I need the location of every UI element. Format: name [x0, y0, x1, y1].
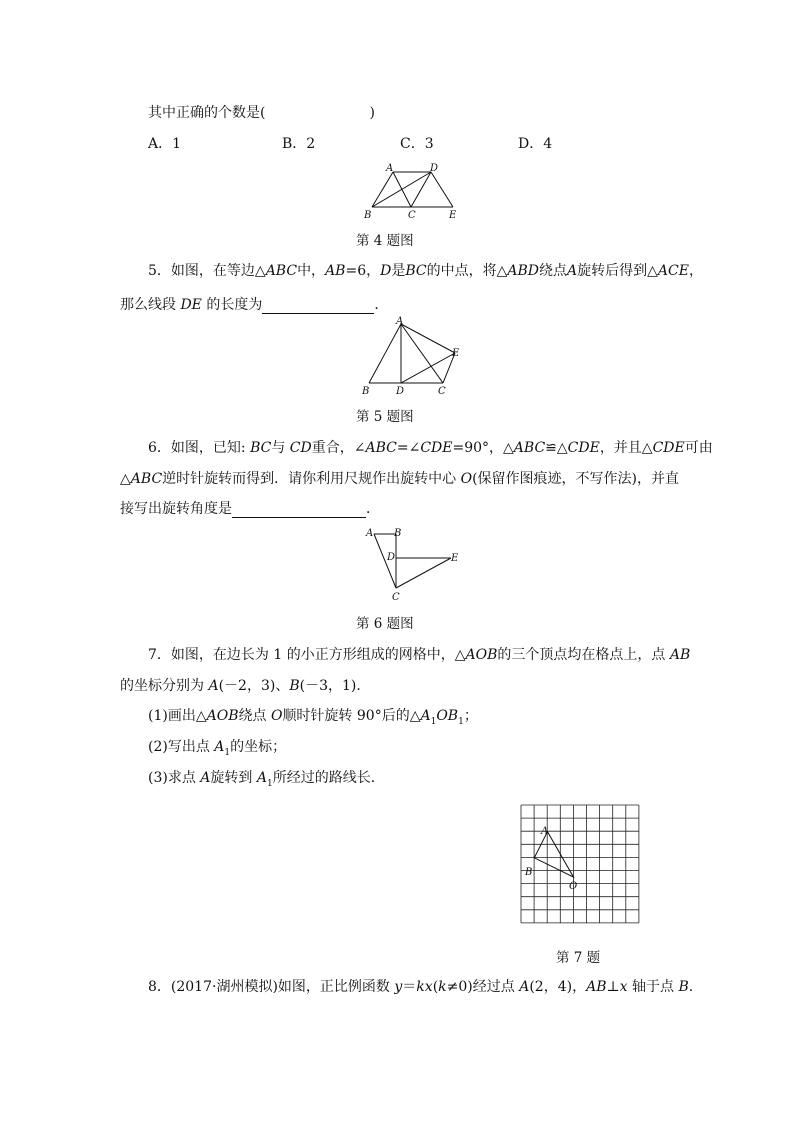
q6-answer-blank[interactable] [232, 503, 366, 518]
q7-subquestion-2: (2)写出点 $A_1$的坐标； [148, 739, 287, 758]
q7-figure-caption: 第 7 题 [556, 950, 601, 966]
q4-option-a: A．1 [148, 136, 182, 152]
q4-figure-caption: 第 4 题图 [356, 233, 414, 249]
q5-label-e: E [452, 348, 460, 359]
q6-label-d: D [387, 552, 396, 563]
q7-label-o: O [569, 881, 578, 892]
q6-line-2: △ABC逆时针旋转而得到．请你利用尺规作出旋转中心 O(保留作图痕迹，不写作法)，并直 [120, 471, 680, 487]
q5-label-c: C [438, 386, 446, 397]
q7-line-2: 的坐标分别为 A(－2，3)、B(－3，1)． [120, 678, 371, 694]
q4-option-c: C．3 [400, 136, 434, 152]
q4-figure [360, 160, 470, 222]
q6-line-3: 接写出旋转角度是 ． [120, 501, 380, 517]
q5-answer-blank[interactable] [262, 299, 374, 314]
q6-figure [356, 520, 466, 604]
q4-label-c: C [408, 210, 416, 221]
q6-label-c: C [392, 592, 400, 603]
q4-label-a: A [386, 163, 394, 174]
q4-stem: 其中正确的个数是( ) [148, 105, 375, 121]
q7-subquestion-1: (1)画出△AOB绕点 O顺时针旋转 90°后的$\triangle A_1OB_1$； [148, 708, 478, 727]
q4-option-b: B．2 [282, 136, 316, 152]
q7-label-b: B [525, 867, 533, 878]
q6-label-a: A [366, 528, 374, 539]
q7-grid-figure [515, 803, 640, 928]
q7-subquestion-3: (3)求点 A旋转到 $A_1$所经过的路线长． [148, 770, 385, 789]
q6-label-b: B [394, 528, 402, 539]
q4-answer-blank[interactable] [265, 108, 369, 122]
q8-line-1: 8．(2017·湖州模拟)如图，正比例函数 y＝kx(k≠0)经过点 A(2，4)，AB⊥x 轴于点 B. [148, 979, 694, 995]
q5-label-a: A [396, 316, 404, 327]
q5-line-1: 5．如图，在等边△ABC中，AB=6，D是BC的中点，将△ABD绕点A旋转后得到△ACE， [148, 263, 703, 279]
q6-line-1: 6．如图，已知: BC与 CD重合，∠ABC=∠CDE=90°，△ABC≌△CDE，并且△CDE可由 [148, 440, 713, 456]
q5-figure [356, 313, 466, 399]
q5-label-d: D [396, 386, 405, 397]
q4-option-d: D．4 [518, 136, 553, 152]
q4-label-b: B [364, 210, 372, 221]
q7-line-1: 7．如图，在边长为 1 的小正方形组成的网格中，△AOB的三个顶点均在格点上，点 AB [148, 647, 691, 663]
q5-label-b: B [362, 386, 370, 397]
q4-label-d: D [430, 163, 439, 174]
q4-label-e: E [449, 210, 457, 221]
q6-figure-caption: 第 6 题图 [356, 616, 414, 632]
q7-label-a: A [541, 826, 549, 837]
q5-line-2: 那么线段 DE 的长度为 ． [120, 297, 389, 313]
q6-label-e: E [451, 553, 459, 564]
q5-figure-caption: 第 5 题图 [356, 409, 414, 425]
